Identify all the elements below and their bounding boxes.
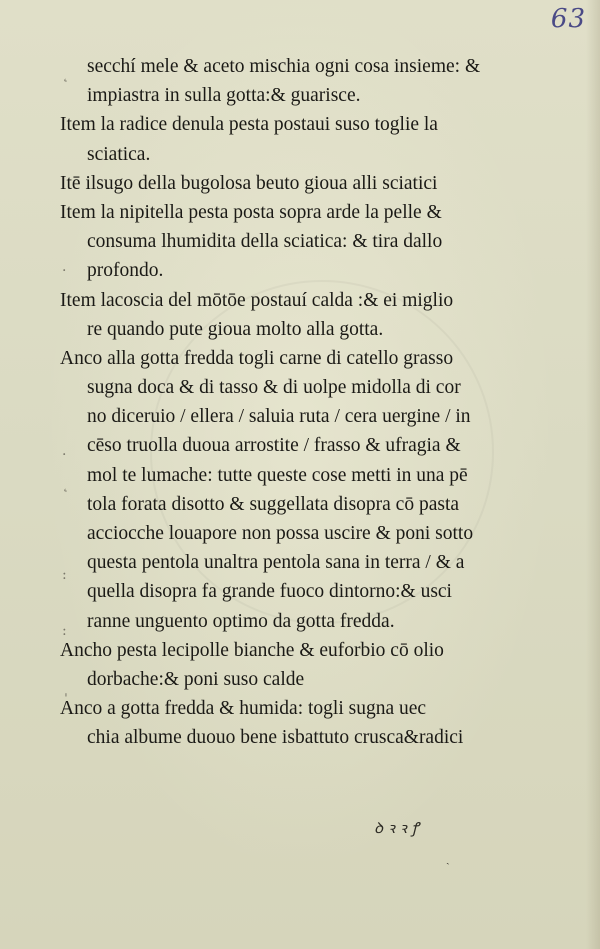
text-line: sugna doca & di tasso & di uolpe midolla di cor [87, 377, 461, 399]
marginal-flourish: ꝺ ꝛ ꝛ ꝭ [374, 819, 419, 837]
margin-mark: ˌ [64, 683, 68, 699]
page-edge-shadow [586, 0, 600, 949]
text-line: profondo. [87, 260, 164, 282]
text-line: Anco a gotta fredda & humida: togli sugna uec [60, 698, 427, 720]
text-line: impiastra in sulla gotta:& guarisce. [87, 85, 361, 107]
text-line: Anco alla gotta fredda togli carne di catello grasso [60, 347, 454, 369]
text-line: Item la radice denula pesta postaui suso toglie la [60, 114, 438, 136]
text-line: mol te lumache: tutte queste cose metti in una pē [87, 464, 468, 486]
text-line: Item lacoscia del mōtōe postauí calda :& ei miglio [60, 289, 454, 311]
text-line: tola forata disotto & suggellata disopra cō pasta [87, 493, 460, 515]
text-line: acciocche louapore non possa uscire & poni sotto [87, 523, 474, 544]
text-line: cēso truolla duoua arrostite / frasso & ufragia & [87, 435, 461, 457]
margin-mark: : [62, 567, 67, 583]
text-block [60, 52, 550, 753]
folio-number: 63 [550, 4, 586, 34]
text-line: questa pentola unaltra pentola sana in terra / & a [87, 552, 465, 574]
text-line: Item la nipitella pesta posta sopra arde la pelle & [60, 201, 442, 223]
marginal-tick: ˎ [446, 852, 450, 865]
text-line: re quando pute gioua molto alla gotta. [87, 318, 384, 340]
text-line: consuma lhumidita della sciatica: & tira dallo [87, 231, 443, 253]
text-line: Itē ilsugo della bugolosa beuto gioua alli sciatici [60, 172, 438, 194]
text-line: sciatica. [87, 143, 151, 165]
text-line: secchí mele & aceto mischia ogni cosa insieme: & [87, 56, 481, 77]
text-line: Ancho pesta lecipolle bianche & euforbio cō olio [60, 639, 444, 661]
text-line: ranne unguento optimo da gotta fredda. [87, 610, 395, 632]
margin-mark: ˛ [62, 477, 69, 493]
margin-mark: · [62, 447, 67, 463]
margin-mark: ˛ [62, 67, 69, 83]
text-line: chia albume duouo bene isbattuto crusca&radici [87, 727, 464, 749]
text-line: dorbache:& poni suso calde [87, 668, 305, 690]
text-line: no diceruio / ellera / saluia ruta / cera uergine / in [87, 406, 471, 428]
text-line: quella disopra fa grande fuoco dintorno:& usci [87, 581, 452, 603]
margin-mark: · [62, 263, 67, 279]
margin-mark: : [62, 623, 67, 639]
